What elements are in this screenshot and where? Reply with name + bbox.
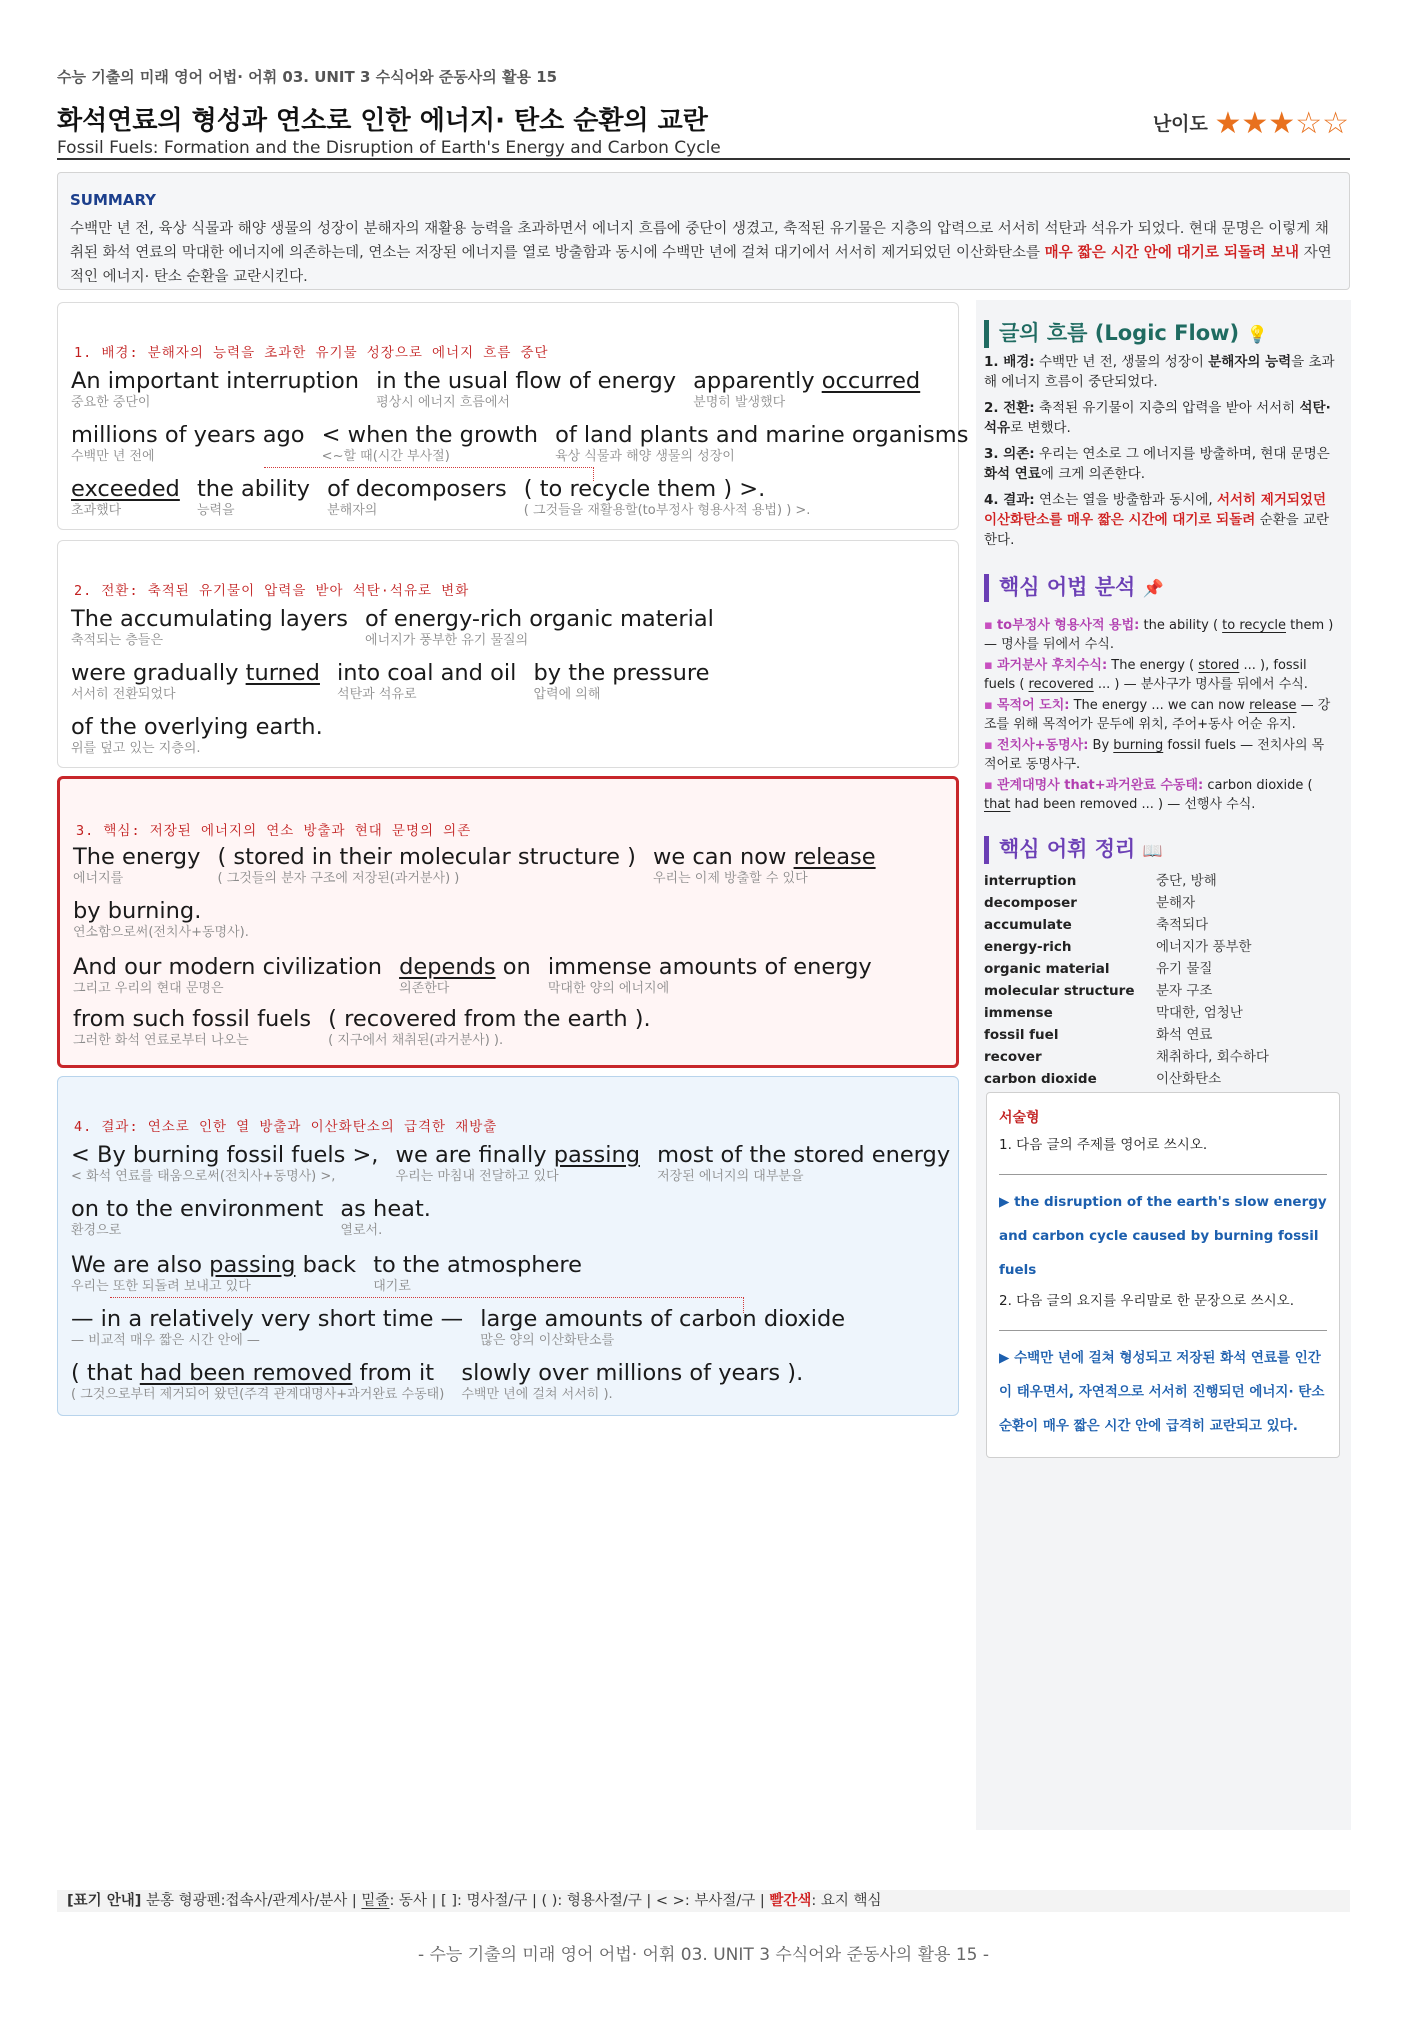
vocab-ko: 분자 구조: [1156, 983, 1213, 999]
verb-underline: release: [793, 844, 876, 870]
flow-step-3: [984, 444, 1336, 484]
chunk-en: as heat.: [340, 1196, 431, 1222]
chunk-ko: 우리는 또한 되돌려 보내고 있다: [71, 1279, 251, 1294]
vocab-en: recover: [984, 1049, 1042, 1065]
writing-box: [986, 1092, 1340, 1458]
writing-answer-1: ▶ the disruption of the earth's slow energy and carbon cycle caused by burning fossil fuels: [999, 1194, 1327, 1278]
section-2-heading: 2. 전환: 축적된 유기물이 압력을 받아 석탄·석유로 변화: [74, 583, 470, 599]
vocab-title: 핵심 어휘 정리: [999, 837, 1136, 861]
vocab-row: [984, 958, 1336, 980]
chunk-ko: 평상시 에너지 흐름에서: [376, 395, 510, 410]
bullet-icon: ▪: [984, 698, 997, 713]
section-4-line-4: [71, 1305, 857, 1349]
section-1: [57, 302, 969, 530]
chunk-ko: ( 그것들을 재활용할(to부정사 형용사적 용법) ) >.: [523, 503, 811, 518]
title-divider: [57, 158, 1350, 160]
writing-answer-2: ▶ 수백만 년에 걸쳐 형성되고 저장된 화석 연료를 인간이 태우면서, 자연적으로 서서히 진행되던 에너지· 탄소 순환이 매우 짧은 시간 안에 급격히 교란되고 있다.: [999, 1350, 1325, 1434]
chunk: [328, 1005, 651, 1049]
verb-underline: occurred: [821, 368, 921, 394]
chunk-en-part: apparently: [693, 368, 822, 394]
section-3-heading: 3. 핵심: 저장된 에너지의 연소 방출과 현대 문명의 의존: [76, 823, 472, 839]
grammar-underline: recovered: [1028, 677, 1094, 692]
vocab-ko: 분해자: [1156, 895, 1196, 911]
chunk: [399, 953, 531, 997]
grammar-text: ... ), fossil fuels (: [984, 658, 1307, 692]
chunk-ko: 축적되는 층들은: [71, 633, 164, 648]
vocab-en: organic material: [984, 961, 1110, 977]
bullet-icon: ▪: [984, 658, 997, 673]
grammar-list: [984, 616, 1336, 816]
chunk: [218, 843, 636, 887]
grammar-underline: to recycle: [1222, 618, 1286, 633]
chunk: [197, 475, 310, 519]
difficulty-label: 난이도: [1152, 113, 1208, 135]
legend-label: [표기 안내]: [67, 1893, 142, 1909]
grammar-text: — 강조를 위해 목적어가 문두에 위치, 주어+동사 어순 유지.: [984, 698, 1331, 732]
flow-bold: 석탄· 석유: [984, 400, 1331, 436]
vocab-row: [984, 1046, 1336, 1068]
chunk-ko: 육상 식물과 해양 생물의 성장이: [555, 449, 735, 464]
chunk-en: [399, 953, 531, 981]
writing-question-2: 2. 다음 글의 요지를 우리말로 한 문장으로 쓰시오.: [999, 1293, 1294, 1309]
section-3-line-2: [73, 897, 261, 941]
chunk: [548, 953, 872, 997]
vocab-row: [984, 914, 1336, 936]
chunk-ko: 에너지를: [73, 871, 124, 886]
chunk-en: And our modern civilization: [73, 954, 382, 980]
book-icon: 📖: [1142, 841, 1163, 860]
grammar-underline: burning: [1113, 738, 1164, 753]
flow-text: 연소는 열을 방출함과 동시에,: [1034, 492, 1217, 508]
chunk: [337, 659, 516, 703]
chunk-en: — in a relatively very short time —: [71, 1306, 464, 1332]
flow-text: 순환을 교란한다.: [984, 512, 1330, 548]
logic-flow: [984, 352, 1336, 556]
chunk-ko: 연소함으로써(전치사+동명사).: [73, 925, 249, 940]
chunk-ko: 분해자의: [327, 503, 378, 518]
chunk-en: by burning.: [73, 898, 202, 924]
chunk: [73, 953, 382, 997]
chunk: [322, 421, 538, 465]
chunk: [365, 605, 714, 649]
chunk-en: [71, 1251, 356, 1279]
page-title: 화석연료의 형성과 연소로 인한 에너지· 탄소 순환의 교란: [57, 106, 708, 136]
summary-highlight: 매우 짧은 시간 안에 대기로 되돌려 보내: [1044, 245, 1300, 261]
chunk-en: into coal and oil: [337, 660, 517, 686]
chunk: [693, 367, 920, 411]
vocab-ko: 막대한, 엄청난: [1156, 1005, 1243, 1021]
chunk-en: of decomposers: [327, 476, 507, 502]
chunk-en: The energy: [73, 844, 201, 870]
verb-underline: passing: [553, 1142, 640, 1168]
section-4-line-5: [71, 1359, 815, 1403]
chunk-ko: < 화석 연료를 태움으로써(전치사+동명사) >,: [71, 1169, 336, 1184]
chunk-ko: 우리는 이제 방출할 수 있다: [653, 871, 808, 886]
chunk-ko: 에너지가 풍부한 유기 물질의: [365, 633, 529, 648]
section-1-line-3: [71, 475, 822, 519]
section-2-line-2: [71, 659, 722, 703]
grammar-title: 핵심 어법 분석: [999, 575, 1136, 599]
notation-legend: [57, 1890, 1350, 1912]
chunk-en: [71, 659, 320, 687]
chunk-en: immense amounts of energy: [547, 954, 872, 980]
chunk-en: of land plants and marine organisms: [555, 422, 969, 448]
chunk: [376, 367, 676, 411]
flow-step-label: 1. 배경:: [984, 354, 1035, 370]
legend-text: : 요지 핵심: [811, 1893, 882, 1909]
vocab-ko: 축적되다: [1156, 917, 1209, 933]
vocab-en: decomposer: [984, 895, 1077, 911]
grammar-text: ... ) — 분사구가 명사를 뒤에서 수식.: [1093, 677, 1308, 692]
chunk-en: slowly over millions of years ).: [461, 1360, 804, 1386]
flow-text: 로 변했다.: [1010, 420, 1071, 436]
chunk-en: < By burning fossil fuels >,: [71, 1142, 379, 1168]
chunk-en: [396, 1141, 640, 1169]
chunk: [533, 659, 709, 703]
section-1-line-2: [71, 421, 980, 465]
flow-text: 우리는 연소로 그 에너지를 방출하며, 현대 문명은: [1034, 446, 1330, 462]
section-1-line-1: [71, 367, 932, 411]
chunk-ko: 서서히 전환되었다: [71, 687, 176, 702]
chunk-ko: 우리는 마침내 전달하고 있다: [395, 1169, 559, 1184]
bullet-icon: ▪: [984, 738, 997, 753]
vocab-row: [984, 1068, 1336, 1090]
pushpin-icon: 📌: [1142, 579, 1164, 599]
flow-text: 축적된 유기물이 지층의 압력을 받아 서서히: [1034, 400, 1300, 416]
grammar-tag: 목적어 도치:: [996, 698, 1070, 713]
chunk-ko: 위를 덮고 있는 지층의.: [71, 741, 201, 756]
grammar-underline: release: [1249, 698, 1297, 713]
vocab-ko: 에너지가 풍부한: [1156, 939, 1252, 955]
vocab-row: [984, 1002, 1336, 1024]
vocab-row: [984, 936, 1336, 958]
chunk-ko: 중요한 중단이: [71, 395, 151, 410]
section-3-line-4: [73, 1005, 663, 1049]
grammar-text: them ) — 명사를 뒤에서 수식.: [984, 618, 1334, 652]
vocab-list: [984, 870, 1336, 1090]
chunk-ko: — 비교적 매우 짧은 시간 안에 —: [71, 1333, 260, 1348]
grammar-text: carbon dioxide (: [1203, 778, 1313, 793]
chunk-ko: 압력에 의해: [533, 687, 601, 702]
page-footer: - 수능 기출의 미래 영어 어법· 어휘 03. UNIT 3 수식어와 준동사의 활용 15 -: [417, 1945, 990, 1965]
section-2-line-1: [71, 605, 726, 649]
flow-text: 에 크게 의존한다.: [1040, 466, 1146, 482]
chunk: [71, 605, 348, 649]
chunk-en-part: on: [495, 954, 531, 980]
flow-bold: 분해자의 능력: [1208, 354, 1292, 370]
chunk-en: by the pressure: [533, 660, 710, 686]
chunk-ko: 저장된 에너지의 대부분을: [657, 1169, 804, 1184]
grammar-text: The energy ... we can now: [1069, 698, 1250, 713]
chunk-ko: 석탄과 석유로: [337, 687, 417, 702]
legend-underline: 밑줄: [361, 1893, 390, 1909]
section-3-line-3: [73, 953, 884, 997]
flow-bold: 화석 연료: [984, 466, 1041, 482]
grammar-tag: 관계대명사 that+과거완료 수동태:: [996, 778, 1204, 793]
vocab-en: interruption: [984, 873, 1077, 889]
chunk: [71, 475, 180, 519]
section-2-line-3: [71, 713, 335, 757]
flow-highlight: 서서히 제거되었던 이산화탄소를 매우 짧은 시간에 대기로 되돌려: [984, 492, 1326, 528]
chunk-ko: 환경으로: [71, 1223, 122, 1238]
grammar-underline: that: [984, 797, 1011, 812]
vocab-en: fossil fuel: [984, 1027, 1059, 1043]
chunk-en: of the overlying earth.: [71, 714, 323, 740]
chunk-en: from such fossil fuels: [73, 1006, 312, 1032]
chunk-ko: <~할 때(시간 부사절): [321, 449, 450, 464]
chunk-en: large amounts of carbon dioxide: [480, 1306, 846, 1332]
writing-question-1: 1. 다음 글의 주제를 영어로 쓰시오.: [999, 1137, 1208, 1153]
section-4-heading: 4. 결과: 연소로 인한 열 방출과 이산화탄소의 급격한 재방출: [74, 1119, 498, 1135]
page-subtitle: Fossil Fuels: Formation and the Disruption of Earth's Energy and Carbon Cycle: [57, 138, 721, 158]
grammar-text: The energy (: [1107, 658, 1199, 673]
sidebar: [976, 300, 1351, 1830]
verb-underline: turned: [245, 660, 320, 686]
chunk-ko: 수백만 년에 걸쳐 서서히 ).: [461, 1387, 613, 1402]
chunk: [71, 713, 323, 757]
grammar-text: fossil fuels — 전치사의 목적어로 동명사구.: [984, 738, 1325, 772]
chunk-en: ( to recycle them ) >.: [523, 476, 766, 502]
chunk-ko: ( 지구에서 채취된(과거분사) ).: [328, 1033, 504, 1048]
chunk-ko: 많은 양의 이산화탄소를: [480, 1333, 615, 1348]
vocab-ko: 중단, 방해: [1156, 873, 1217, 889]
vocab-ko: 유기 물질: [1156, 961, 1213, 977]
chunk-en: millions of years ago: [71, 422, 305, 448]
grammar-tag: 과거분사 후치수식:: [996, 658, 1108, 673]
summary-heading: SUMMARY: [70, 191, 157, 209]
vocab-row: [984, 870, 1336, 892]
chunk-en-part: from it: [352, 1360, 435, 1386]
chunk: [71, 1141, 378, 1185]
grammar-item: [984, 656, 1336, 694]
flow-text: 수백만 년 전, 생물의 성장이: [1034, 354, 1209, 370]
chunk-ko: 분명히 발생했다: [693, 395, 786, 410]
summary-text: [70, 217, 1335, 289]
chunk: [524, 475, 811, 519]
chunk: [71, 1359, 444, 1403]
chunk: [73, 843, 200, 887]
chunk: [71, 1305, 463, 1349]
vocab-en: carbon dioxide: [984, 1071, 1097, 1087]
chunk: [71, 1251, 356, 1295]
chunk: [327, 475, 507, 519]
flow-heading: [984, 320, 1268, 348]
grammar-tag: 전치사+동명사:: [996, 738, 1089, 753]
chunk-en: [653, 843, 876, 871]
flow-step-4: [984, 490, 1336, 550]
flow-text: 을 초과해 에너지 흐름이 중단되었다.: [984, 354, 1335, 390]
vocab-en: molecular structure: [984, 983, 1135, 999]
grammar-tag: to부정사 형용사적 용법:: [996, 618, 1140, 633]
chunk-en-part: we are finally: [395, 1142, 554, 1168]
chunk-en-part: back: [295, 1252, 357, 1278]
chunk-ko: 그러한 화석 연료로부터 나오는: [73, 1033, 249, 1048]
chunk: [657, 1141, 950, 1185]
summary-text-a: 수백만 년 전, 육상 식물과 해양 생물의 성장이 분해자의 재활용 능력을 초과하면서 에너지 흐름에 중단이 생겼고, 축적된 유기물은 지층의 압력으로 서서히 석탄과 석유가 되었다. 현대 문명은 이렇게 채취된 화석 연료의 막대한 에너지에 의존하는데, 연소는 저장된 에너지를 열로 방출함과 동시에 수백만 년에 걸쳐 대기에서 서서히 제거되었던 이산화탄소를: [70, 221, 1329, 261]
chunk: [461, 1359, 803, 1403]
grammar-text: the ability (: [1139, 618, 1223, 633]
chunk-ko: 초과했다: [71, 503, 122, 518]
chunk: [555, 421, 968, 465]
chunk-en: the ability: [196, 476, 310, 502]
section-1-heading: 1. 배경: 분해자의 능력을 초과한 유기물 성장으로 에너지 흐름 중단: [74, 345, 549, 361]
section-4-line-3: [71, 1251, 594, 1295]
chunk-ko: ( 그것으로부터 제거되어 왔던(주격 관계대명사+과거완료 수동태): [71, 1387, 445, 1402]
answer-line: [999, 1311, 1327, 1331]
section-3-line-1: [73, 843, 888, 887]
chunk-ko: 수백만 년 전에: [71, 449, 155, 464]
chunk-en: in the usual flow of energy: [376, 368, 677, 394]
legend-text: 분홍 형광펜:접속사/관계사/분사 |: [141, 1893, 362, 1909]
grammar-item: [984, 696, 1336, 734]
summary-box: [57, 172, 1350, 290]
section-2: [57, 540, 959, 768]
chunk-en: to the atmosphere: [373, 1252, 583, 1278]
chunk-ko: 능력을: [196, 503, 235, 518]
flow-step-1: [984, 352, 1336, 392]
chunk-ko: 의존한다: [399, 981, 450, 996]
lightbulb-icon: 💡: [1246, 325, 1268, 345]
chunk-en-part: we can now: [653, 844, 794, 870]
grammar-item: [984, 736, 1336, 774]
vocab-ko: 이산화탄소: [1156, 1071, 1222, 1087]
bullet-icon: ▪: [984, 778, 997, 793]
chunk-en: An important interruption: [71, 368, 360, 394]
chunk: [73, 1005, 311, 1049]
chunk-en: [693, 367, 920, 395]
chunk-en-part: ( that: [71, 1360, 140, 1386]
vocab-ko: 화석 연료: [1156, 1027, 1213, 1043]
section-4-line-1: [71, 1141, 962, 1185]
chunk-en: [71, 1359, 444, 1387]
verb-underline: exceeded: [71, 476, 180, 502]
chunk: [396, 1141, 640, 1185]
vocab-row: [984, 1024, 1336, 1046]
chunk: [71, 421, 305, 465]
vocab-ko: 채취하다, 회수하다: [1156, 1049, 1269, 1065]
chunk-en: on to the environment: [71, 1196, 324, 1222]
chunk-en-part: were gradually: [71, 660, 246, 686]
chunk-en: of energy-rich organic material: [365, 606, 714, 632]
chunk: [71, 367, 359, 411]
grammar-item: [984, 616, 1336, 654]
chunk: [73, 897, 249, 941]
grammar-text: By: [1088, 738, 1114, 753]
vocab-en: accumulate: [984, 917, 1072, 933]
flow-step-label: 3. 의존:: [984, 446, 1035, 462]
chunk-ko: 막대한 양의 에너지에: [547, 981, 670, 996]
vocab-row: [984, 892, 1336, 914]
grammar-text: had been removed ... ) — 선행사 수식.: [1010, 797, 1256, 812]
writing-heading: 서술형: [999, 1110, 1040, 1126]
section-3: [57, 776, 959, 1068]
verb-underline: depends: [399, 954, 496, 980]
legend-red: 빨간색: [769, 1893, 812, 1909]
vocab-heading: [984, 836, 1163, 864]
chunk: [480, 1305, 845, 1349]
chunk-ko: 열로서.: [340, 1223, 383, 1238]
grammar-item: [984, 776, 1336, 814]
chunk-en: most of the stored energy: [657, 1142, 951, 1168]
difficulty-rating: [1153, 106, 1349, 141]
chunk: [653, 843, 876, 887]
flow-title: 글의 흐름 (Logic Flow): [999, 321, 1240, 345]
chunk-ko: 대기로: [373, 1279, 411, 1294]
legend-text: : 동사 | [ ]: 명사절/구 | ( ): 형용사절/구 | < >: 부사절/구 |: [389, 1893, 770, 1909]
top-label: 수능 기출의 미래 영어 어법· 어휘 03. UNIT 3 수식어와 준동사의 활용 15: [57, 68, 558, 86]
vocab-row: [984, 980, 1336, 1002]
answer-line: [999, 1155, 1327, 1175]
section-4: [57, 1076, 959, 1416]
section-4-line-2: [71, 1195, 443, 1239]
flow-step-label: 2. 전환:: [984, 400, 1035, 416]
verb-underline: passing: [209, 1252, 296, 1278]
bullet-icon: ▪: [984, 618, 997, 633]
chunk-en: < when the growth: [321, 422, 538, 448]
chunk-ko: 그리고 우리의 현대 문명은: [73, 981, 224, 996]
chunk-en: The accumulating layers: [71, 606, 348, 632]
flow-step-label: 4. 결과:: [984, 492, 1035, 508]
chunk: [71, 659, 320, 703]
chunk-en: ( stored in their molecular structure ): [217, 844, 636, 870]
chunk: [340, 1195, 431, 1239]
flow-step-2: [984, 398, 1336, 438]
star-rating-icon: ★★★☆☆: [1214, 106, 1349, 141]
chunk-ko: ( 그것들의 분자 구조에 저장된(과거분사) ): [217, 871, 460, 886]
vocab-en: energy-rich: [984, 939, 1072, 955]
chunk: [373, 1251, 582, 1295]
vocab-en: immense: [984, 1005, 1053, 1021]
chunk-en: ( recovered from the earth ).: [328, 1006, 651, 1032]
chunk-en-part: We are also: [71, 1252, 210, 1278]
summary-text-b: 자연적인 에너지· 탄소 순환을 교란시킨다.: [70, 245, 1332, 285]
grammar-underline: stored: [1198, 658, 1240, 673]
chunk: [71, 1195, 323, 1239]
verb-underline: had been removed: [139, 1360, 353, 1386]
grammar-heading: [984, 574, 1164, 602]
